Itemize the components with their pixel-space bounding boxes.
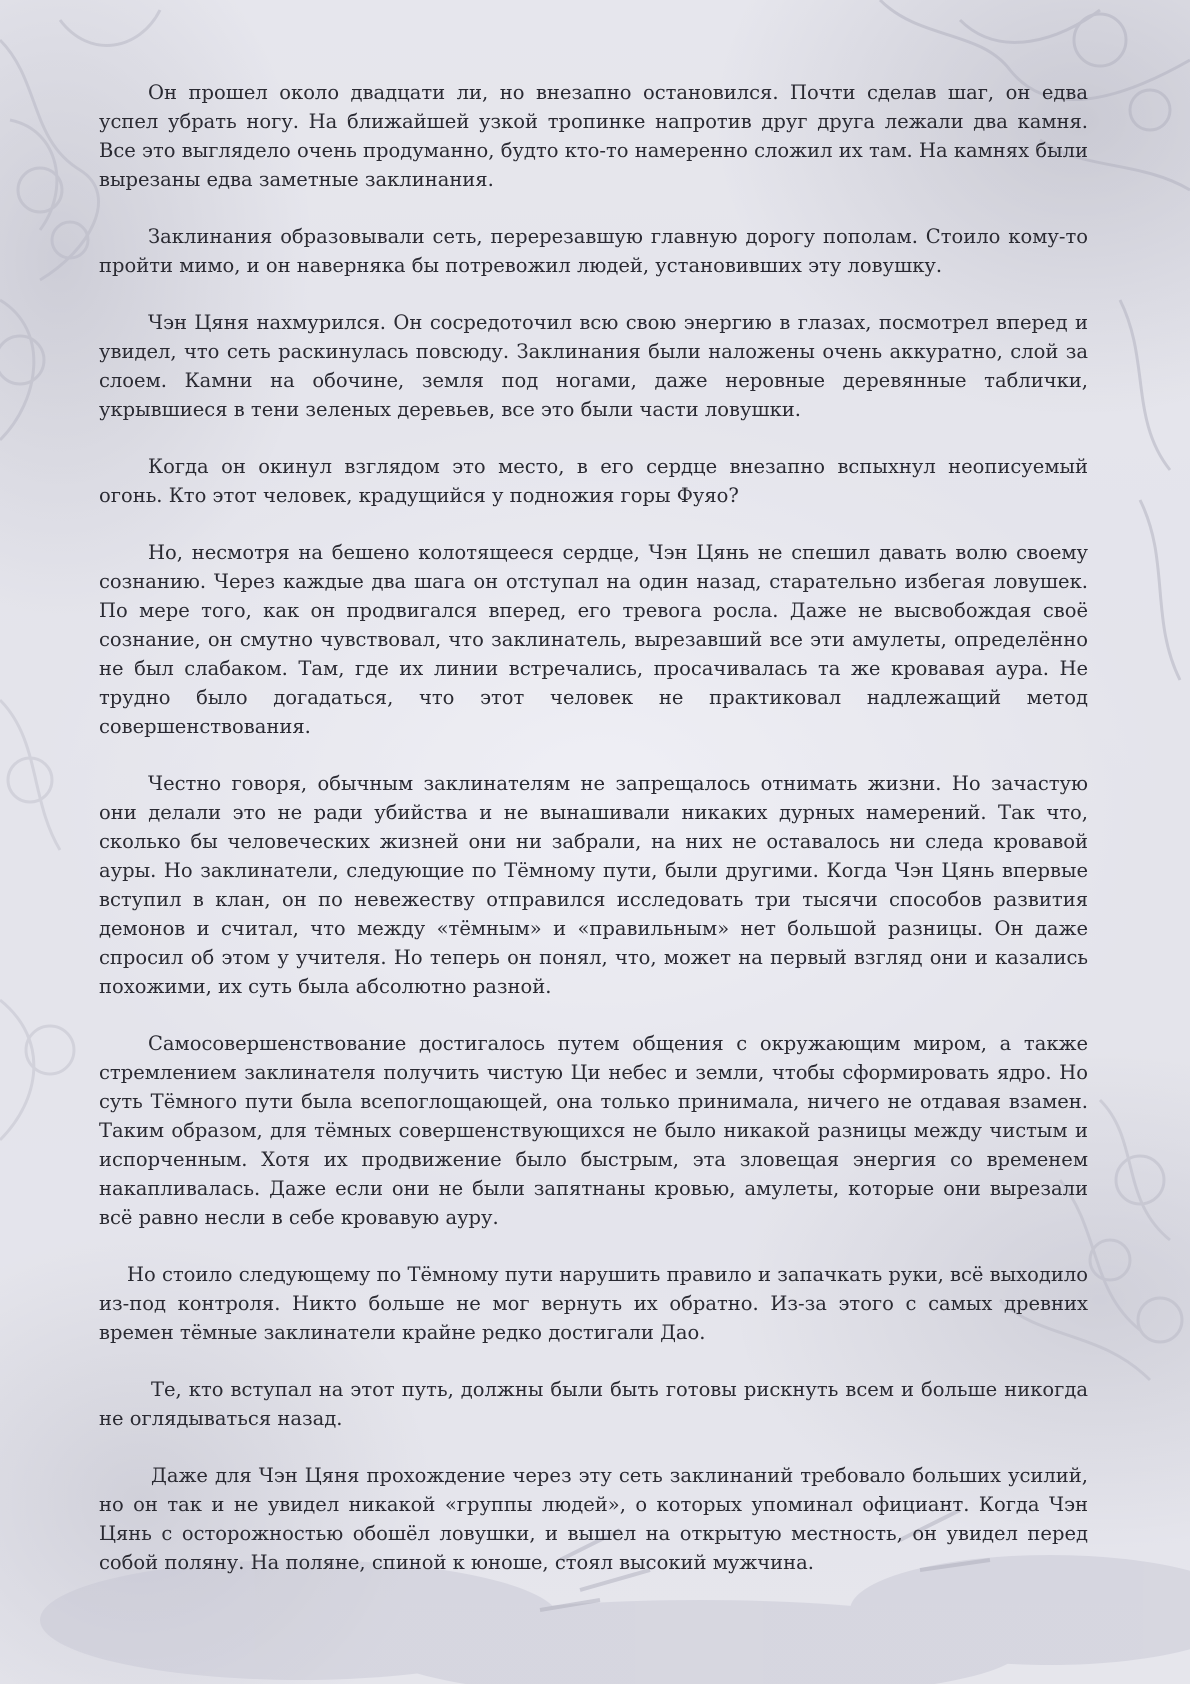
paragraph-1: Он прошел около двадцати ли, но внезапно остановился. Почти сделав шаг, он едва успел убрать ногу. На ближайшей узкой тропинке напротив друг друга лежали два камня. Все это выглядело очень продуманно, будто кто-то намеренно сложил их там. На камнях были вырезаны едва заметные заклинания. (99, 81, 1088, 191)
paragraph-10: Даже для Чэн Цяня прохождение через эту сеть заклинаний требовало больших усилий, но он так и не увидел никакой «группы людей», о которых упоминал официант. Когда Чэн Цянь с осторожностью обошёл ловушки, и вышел на открытую местность, он увидел перед собой поляну. На поляне, спиной к юноше, стоял высокий мужчина. (99, 1464, 1088, 1574)
paragraph-9: Те, кто вступал на этот путь, должны были быть готовы рискнуть всем и больше никогда не оглядываться назад. (99, 1378, 1088, 1430)
paragraph-5: Но, несмотря на бешено колотящееся сердце, Чэн Цянь не спешил давать волю своему сознанию. Через каждые два шага он отступал на один назад, старательно избегая ловушек. По мере того, как он продвигался вперед, его тревога росла. Даже не высвобождая своё сознание, он смутно чувствовал, что заклинатель, вырезавший все эти амулеты, определённо не был слабаком. Там, где их линии встречались, просачивалась та же кровавая аура. Не трудно было догадаться, что этот человек не практиковал надлежащий метод совершенствования. (99, 541, 1088, 738)
story-text (99, 78, 1088, 1605)
paragraph-2: Заклинания образовывали сеть, перерезавшую главную дорогу пополам. Стоило кому-то пройти мимо, и он наверняка бы потревожил людей, установивших эту ловушку. (99, 225, 1088, 277)
paragraph-3: Чэн Цяня нахмурился. Он сосредоточил всю свою энергию в глазах, посмотрел вперед и увидел, что сеть раскинулась повсюду. Заклинания были наложены очень аккуратно, слой за слоем. Камни на обочине, земля под ногами, даже неровные деревянные таблички, укрывшиеся в тени зеленых деревьев, все это были части ловушки. (99, 311, 1088, 421)
paragraph-7: Самосовершенствование достигалось путем общения с окружающим миром, а также стремлением заклинателя получить чистую Ци небес и земли, чтобы сформировать ядро. Но суть Тёмного пути была всепоглощающей, она только принимала, ничего не отдавая взамен. Таким образом, для тёмных совершенствующихся не было никакой разницы между чистым и испорченным. Хотя их продвижение было быстрым, эта зловещая энергия со временем накапливалась. Даже если они не были запятнаны кровью, амулеты, которые они вырезали всё равно несли в себе кровавую ауру. (99, 1032, 1088, 1229)
paragraph-4: Когда он окинул взглядом это место, в его сердце внезапно вспыхнул неописуемый огонь. Кто этот человек, крадущийся у подножия горы Фуяо? (99, 455, 1088, 507)
paragraph-8: Но стоило следующему по Тёмному пути нарушить правило и запачкать руки, всё выходило из-под контроля. Никто больше не мог вернуть их обратно. Из-за этого с самых древних времен тёмные заклинатели крайне редко достигали Дао. (99, 1263, 1088, 1344)
paragraph-6: Честно говоря, обычным заклинателям не запрещалось отнимать жизни. Но зачастую они делали это не ради убийства и не вынашивали никаких дурных намерений. Так что, сколько бы человеческих жизней они ни забрали, на них не оставалось ни следа кровавой ауры. Но заклинатели, следующие по Тёмному пути, были другими. Когда Чэн Цянь впервые вступил в клан, он по невежеству отправился исследовать три тысячи способов развития демонов и считал, что между «тёмным» и «правильным» нет большой разницы. Он даже спросил об этом у учителя. Но теперь он понял, что, может на первый взгляд они и казались похожими, их суть была абсолютно разной. (99, 772, 1088, 998)
dragon-scales-left (0, 700, 74, 1140)
